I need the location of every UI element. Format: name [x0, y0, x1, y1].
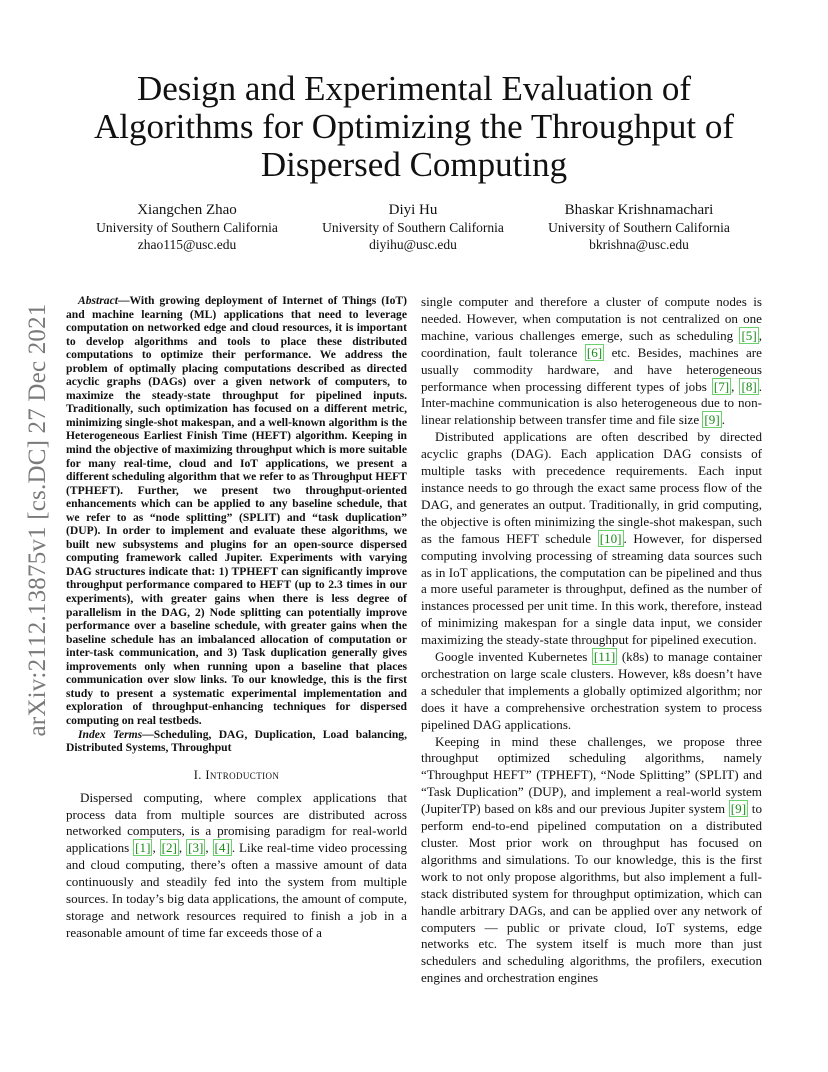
- author-email: diyihu@usc.edu: [369, 237, 457, 252]
- paragraph-text: . However, for dispersed computing involving processing of streaming data sources such as in IoT applications, the computation can be pipelined and thus a more useful parameter is throughput, defined as the number of instances processed per unit time. In this work, therefore, instead of minimizing makespan for a single data input, we consider maximizing the steady-state throughput for pipelined execution.: [421, 530, 762, 648]
- author-block: [308, 202, 518, 253]
- abstract-text: —With growing deployment of Internet of Things (IoT) and machine learning (ML) applications that need to leverage computation on networked edge and cloud resources, it is important to develop algorithms and tools to place these distributed computations to optimize their performance. We address the problem of optimally placing computations described as directed acyclic graphs (DAGs) over a given network of computers, to maximize the steady-state throughput for pipelined inputs. Traditionally, such optimization has focused on a different metric, minimizing single-shot makespan, and a well-known algorithm is the Heterogeneous Earliest Finish Time (HEFT) algorithm. Keeping in mind the objective of maximizing throughput which is more suitable for many real-time, cloud and IoT applications, we present a different scheduling algorithm that we refer to as Throughput HEFT (TPHEFT). Further, we present two throughput-oriented enhancements which can be applied to any baseline schedule, that we refer to as “node splitting” (SPLIT) and “task duplication” (DUP). In order to implement and evaluate these algorithms, we built new subsystems and plugins for an open-source dispersed computing framework called Jupiter. Experiments with varying DAG structures indicate that: 1) TPHEFT can significantly improve throughput performance compared to HEFT (up to 2.3 times in our experiments), with greater gains when there is less degree of parallelism in the DAG, 2) Node splitting can potentially improve performance over a baseline schedule, with greater gains when the baseline schedule has an imbalanced allocation of computation or inter-task communication, and 3) Task duplication generally gives improvements only when running upon a baseline that places communication over slow links. To our knowledge, this is the first study to present a systematic experimental implementation and exploration of throughput-enhancing techniques for dispersed computing on real testbeds.: [66, 294, 407, 727]
- paragraph-text: Dispersed computing, where complex applications that process data from multiple sources are distributed across networked computers, is a promising paradigm for real-world applications: [66, 789, 407, 856]
- section-number: I.: [193, 767, 202, 782]
- index-terms: [66, 728, 407, 755]
- paragraph-text: Distributed applications are often described by directed acyclic graphs (DAG). Each application DAG consists of multiple tasks with precedence requirements. Each input instance needs to go through the exact same process flow of the DAG, and generates an output. Traditionally, in grid computing, the objective is often minimizing the single-shot makespan, such as the famous HEFT schedule: [421, 429, 762, 546]
- right-column: [421, 294, 762, 987]
- arxiv-side-identifier: [18, 285, 58, 755]
- citation-link[interactable]: [3]: [188, 840, 204, 856]
- intro-paragraph-continued: single computer and therefore a cluster of compute nodes is needed. However, when computation is not centralized on one machine, various challenges emerge, such as scheduling [5] , coordination, fault tolerance [6] etc. Besides, machines are usually commodity hardware, and have heterogeneous performance when processing different types of jobs [7] , [8] . Inter-machine communication is also heterogeneous due to non-linear relationship between transfer time and file size [9] .: [421, 294, 763, 428]
- citation-link[interactable]: [6]: [586, 344, 603, 360]
- author-email: zhao115@usc.edu: [137, 237, 237, 252]
- author-affiliation: University of Southern California: [96, 220, 278, 235]
- author-block: [534, 202, 744, 253]
- paragraph-text: to perform end-to-end pipelined computation on a distributed cluster. Most prior work on throughput has focused on algorithms and simulations. To our knowledge, this is the first work to not only propose algorithms, but also implement a full-stack distributed system for throughput optimization, which can handle arbitrary DAGs, and can be applied over any network of computers — public or private cloud, IoT systems, edge networks etc. The system itself is much more than just schedulers and scheduling algorithms, the profilers, execution engines and orchestration engines: [421, 801, 762, 986]
- paragraph-text: Keeping in mind these challenges, we propose three throughput optimized scheduling algorithms, namely “Throughput HEFT” (TPHEFT), “Node Splitting” (SPLIT) and “Task Duplication” (DUP), and implement a real-world system (JupiterTP) based on k8s and our previous Jupiter system: [421, 733, 762, 817]
- paragraph-text: . Inter-machine communication is also heterogeneous due to non-linear relationship between transfer time and file size: [421, 378, 763, 428]
- author-name: Bhaskar Krishnamachari: [564, 202, 714, 218]
- author-email: bkrishna@usc.edu: [589, 237, 689, 252]
- intro-paragraph-3: [421, 649, 762, 734]
- intro-paragraph-4: [421, 734, 762, 988]
- index-terms-label: Index Terms: [78, 727, 143, 741]
- author-affiliation: University of Southern California: [548, 220, 730, 235]
- left-column: [66, 294, 407, 942]
- author-list: [82, 202, 744, 253]
- citation-link[interactable]: [11]: [593, 649, 616, 665]
- intro-paragraph-2: [421, 429, 762, 649]
- section-heading: [66, 768, 407, 783]
- citation-link[interactable]: [2]: [161, 840, 177, 856]
- index-terms-text: —Scheduling, DAG, Duplication, Load balancing, Distributed Systems, Throughput: [66, 727, 407, 755]
- arxiv-identifier-text: arXiv:2112.13875v1 [cs.DC] 27 Dec 2021: [24, 303, 51, 737]
- author-block: [82, 202, 292, 253]
- paragraph-text: single computer and therefore a cluster of compute nodes is needed. However, when computation is not centralized on one machine, various challenges emerge, such as scheduling: [421, 294, 762, 343]
- citation-link[interactable]: [9]: [704, 412, 720, 428]
- author-name: Diyi Hu: [388, 202, 438, 218]
- section-title: Introduction: [205, 767, 280, 782]
- paragraph-text: Google invented Kubernetes: [435, 649, 592, 665]
- paper-title: Design and Experimental Evaluation of Algorithms for Optimizing the Throughput of Dispersed Computing: [94, 69, 734, 184]
- author-affiliation: University of Southern California: [322, 220, 504, 235]
- citation-link[interactable]: [10]: [599, 530, 622, 546]
- citation-link[interactable]: [9]: [730, 801, 747, 817]
- citation-link[interactable]: [5]: [741, 327, 757, 343]
- citation-link[interactable]: [8]: [741, 378, 757, 394]
- citation-link[interactable]: [1]: [135, 840, 151, 856]
- paragraph-text: (k8s) to manage container orchestration on large scale clusters. However, k8s doesn’t have a scheduler that implements a globally optimized algorithm; nor does it have a comprehensive orchestration system to process pipelined DAG applications.: [421, 649, 762, 732]
- abstract-label: Abstract: [78, 294, 118, 307]
- citation-link[interactable]: [7]: [713, 378, 730, 394]
- paragraph-text: .: [721, 412, 725, 428]
- paragraph-text: , coordination, fault tolerance: [421, 327, 762, 360]
- paragraph-text: etc. Besides, machines are usually commodity hardware, and have heterogeneous performance when processing different types of jobs: [421, 344, 762, 394]
- abstract: [66, 294, 407, 728]
- paragraph-text: . Like real-time video processing and cloud computing, there’s often a massive amount of data continuously and steadily fed into the system from multiple sources. In today’s big data applications, the amount of compute, storage and network resources required to finish a job in a reasonable amount of time far exceeds those of a: [66, 840, 408, 940]
- citation-link[interactable]: [4]: [214, 840, 230, 856]
- intro-paragraph-1: Dispersed computing, where complex applications that process data from multiple sources are distributed across networked computers, is a promising paradigm for real-world applications [1] , [2] , [3] , [4] . Like real-time video processing and cloud computing, there’s often a massive amount of data continuously and steadily fed into the system from multiple sources. In today’s big data applications, the amount of compute, storage and network resources required to finish a job in a reasonable amount of time far exceeds those of a: [66, 789, 408, 940]
- author-name: Xiangchen Zhao: [137, 202, 237, 218]
